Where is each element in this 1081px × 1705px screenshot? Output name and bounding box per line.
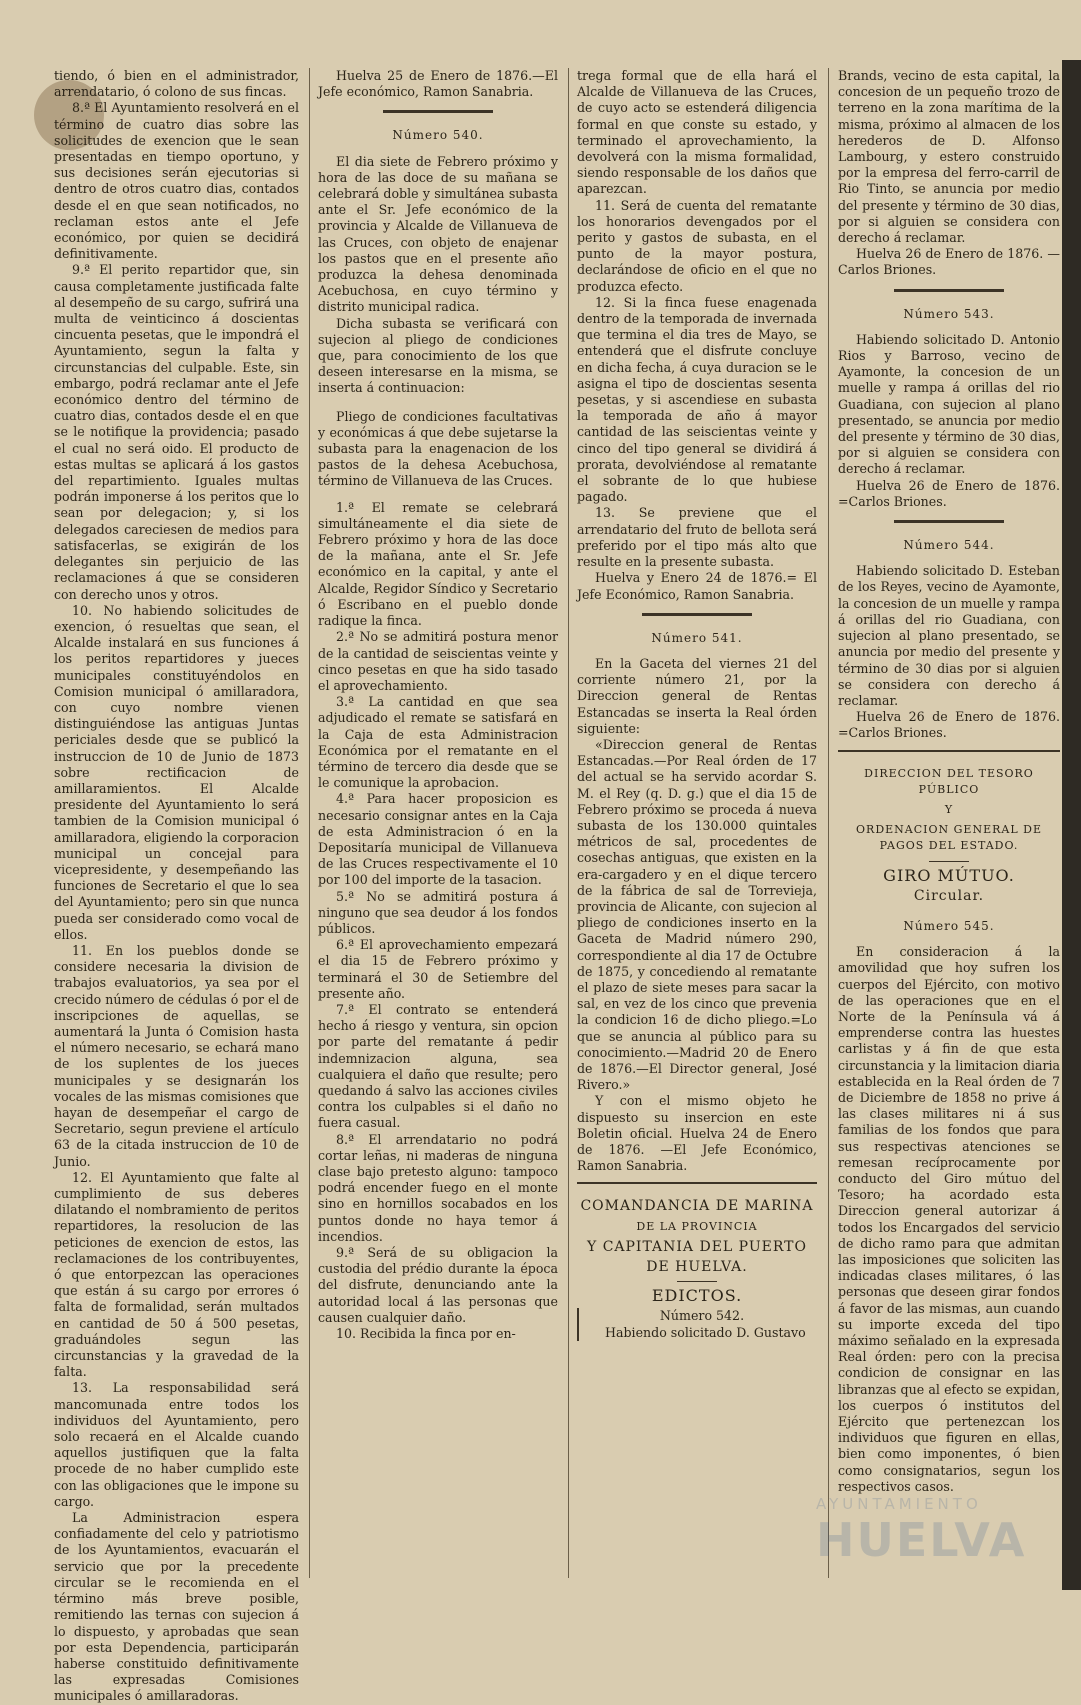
condition: 4.ª Para hacer proposicion es necesario consignar antes en la Caja de esta Administracion ó en la Depositaría municipal de Villanueva de las Cruces respectivamente el 10 por 100 del importe de la tasacion. xyxy=(318,791,558,888)
paragraph: Habiendo solicitado D. Esteban de los Reyes, vecino de Ayamonte, la concesion de un muelle y rampa á orillas del rio Guadiana, con sujecion al plano presentado, se anuncia por medio del presente y término de 30 dias por si alguien se considera con derecho á reclamar. xyxy=(838,563,1060,708)
paragraph: En la Gaceta del viernes 21 del corriente número 21, por la Direccion general de Rentas Estancadas se inserta la Real órden siguiente: xyxy=(577,655,817,736)
paragraph: Dicha subasta se verificará con sujecion al pliego de condiciones que, para conocimiento de los que deseen interesarse en la misma, se inserta á continuacion: xyxy=(318,315,558,396)
edictos-title: EDICTOS. xyxy=(651,1286,743,1306)
signature: Huelva 26 de Enero de 1876. —Carlos Briones. xyxy=(838,246,1060,278)
condition: 7.ª El contrato se entenderá hecho á riesgo y ventura, sin opcion por parte del rematante á pedir indemnizacion alguna, sea cualquiera el daño que resulte; pero quedando á salvo las acciones civiles contra los culpables si el daño no fuera casual. xyxy=(318,1001,558,1131)
paragraph: 8.ª El Ayuntamiento resolverá en el término de cuatro dias sobre las solicitudes de exencion que le sean presentadas en tiempo oportuno, y sus decisiones serán ejecutorias si dentro de otros cuatro dias, contados desde el en que sean notificados, no reclaman estos ante el Jefe económico, por quien se decidirá definitivamente. xyxy=(54,100,299,262)
section-heading: Y CAPITANIA DEL PUERTO xyxy=(587,1238,807,1255)
condition: 6.ª El aprovechamiento empezará el dia 15 de Febrero próximo y terminará el 30 de Setiembre del presente año. xyxy=(318,937,558,1001)
column-1 xyxy=(54,68,299,1704)
signature: Huelva 25 de Enero de 1876.—El Jefe económico, Ramon Sanabria. xyxy=(318,68,558,100)
paragraph: Y con el mismo objeto he dispuesto su insercion en este Boletin oficial. Huelva 24 de Enero de 1876. —El Jefe Económico, Ramon Sanabria. xyxy=(577,1093,817,1174)
separator xyxy=(894,520,1004,523)
condition: 1.ª El remate se celebrará simultáneamente el dia siete de Febrero próximo y hora de las doce de la mañana, ante el Sr. Jefe económico en la capital, y ante el Alcalde, Regidor Síndico y Secretario ó Escribano en el pueblo donde radique la finca. xyxy=(318,499,558,629)
marina-section xyxy=(577,1182,817,1340)
paragraph: 9.ª El perito repartidor que, sin causa completamente justificada falte al desempeño de su cargo, sufrirá una multa de veinticinco á doscientas cincuenta pesetas, que le impondrá el Ayuntamiento, segun la falta y circunstancias del culpable. Este, sin embargo, podrá reclamar ante el Jefe económico dentro del término de cuatro dias, contados desde el en que se le notifique la providencia; pasado el cual no será oido. El producto de estas multas se aplicará á los gastos del repartimiento. Iguales multas podrán imponerse á los peritos que lo sean por delegacion; y, si los delegados careciesen de medios para satisfacerlas, se exigirán de los delegantes sin perjuicio de las reclamaciones á que se consideren con derecho unos y otros. xyxy=(54,262,299,602)
section-heading: DE HUELVA. xyxy=(646,1259,748,1276)
notice-number: Número 542. xyxy=(659,1308,745,1324)
condition: 2.ª No se admitirá postura menor de la cantidad de seiscientas veinte y cinco pesetas en que ha sido tasado el aprovechamiento. xyxy=(318,629,558,693)
condition: 8.ª El arrendatario no podrá cortar leñas, ni maderas de ninguna clase bajo pretesto alguno: tampoco podrá encender fuego en el monte sino en hornillos socabados en los puntos donde no haya temor á incendios. xyxy=(318,1131,558,1244)
paragraph: tiendo, ó bien en el administrador, arrendatario, ó colono de sus fincas. xyxy=(54,68,299,100)
section-subheading: DE LA PROVINCIA xyxy=(636,1219,758,1233)
circular-label: Circular. xyxy=(913,887,985,904)
separator xyxy=(929,861,969,862)
column-4 xyxy=(838,68,1060,1584)
paragraph: «Direccion general de Rentas Estancadas.—Por Real órden de 17 del actual se ha servido acordar S. M. el Rey (q. D. g.) que el dia 15 de Febrero próximo se proceda á nueva subasta de los 130.000 quintales métricos de sal, procedentes de cosechas antiguas, que existen en la era-cargadero y en el dique tercero de la fábrica de sal de Torrevieja, provincia de Alicante, con sujecion al pliego de condiciones inserto en la Gaceta de Madrid número 290, correspondiente al dia 17 de Octubre de 1875, y concediendo al rematante el plazo de siete meses para sacar la sal, en vez de los cinco que prevenia la condicion 16 de dicho pliego.=Lo que se anuncia al público para su conocimiento.—Madrid 20 de Enero de 1876.—El Director general, José Rivero.» xyxy=(577,736,817,1093)
section-heading: Y xyxy=(944,802,954,816)
condition: 12. Si la finca fuese enagenada dentro de la temporada de invernada que termina el dia tres de Mayo, se entenderá que el disfrute concluye en dicha fecha, á cuya duracion se le asigna el tipo de doscientas sesenta pesetas, y si ascendiese en subasta la temporada de año á mayor cantidad de las seiscientas veinte y cinco del tipo general se dividirá á prorata, devolviéndose al rematante el sobrante de lo que hubiese pagado. xyxy=(577,294,817,505)
condition: 13. Se previene que el arrendatario del fruto de bellota será preferido por el tipo más alto que resulte en la presente subasta. xyxy=(577,505,817,570)
notice-number: Número 540. xyxy=(392,128,484,143)
column-3 xyxy=(577,68,817,1584)
condition: 10. Recibida la finca por en- xyxy=(336,1326,516,1342)
notice-number: Número 545. xyxy=(903,918,995,933)
paragraph: En consideracion á la amovilidad que hoy sufren los cuerpos del Ejército, con motivo de las operaciones que en el Norte de la Península vá á emprenderse contra las huestes carlistas y á fin de que esta circunstancia y la limitacion diaria establecida en la Real órden de 7 de Diciembre de 1858 no prive á las clases militares ni á sus familias de los fondos que para sus respectivas atenciones se remesan recíprocamente por conducto del Giro mútuo del Tesoro; ha acordado esta Direccion general autorizar á todos los Encargados del servicio de dicho ramo para que admitan las imposiciones que soliciten las indicadas clases militares, ó las personas que deseen girar fondos á favor de las mismas, aun cuando su importe exceda del tipo máximo señalado en la expresada Real órden: pero con la precisa condicion de consignar en las libranzas que al efecto se expidan, los cuerpos ó institutos del Ejército que pertenezcan los individuos que figuren en ellas, bien como imponentes, ó bien como consignatarios, segun los respectivos casos. xyxy=(838,944,1060,1494)
paragraph: Habiendo solicitado D. Antonio Rios y Barroso, vecino de Ayamonte, la concesion de un muelle y rampa á orillas del rio Guadiana, con sujecion al plano presentado, se anuncia por medio del presente y término de 30 dias, por si alguien se considera con derecho á reclamar. xyxy=(838,331,1060,477)
paragraph: Habiendo solicitado D. Gustavo xyxy=(605,1324,806,1340)
separator xyxy=(383,110,493,113)
signature: Huelva 26 de Enero de 1876. =Carlos Briones. xyxy=(838,477,1060,509)
signature: Huelva y Enero 24 de 1876.= El Jefe Económico, Ramon Sanabria. xyxy=(577,570,817,602)
column-rule xyxy=(568,68,569,1578)
separator xyxy=(677,1281,717,1282)
section-heading: COMANDANCIA DE MARINA xyxy=(580,1198,814,1215)
paragraph: 13. La responsabilidad será mancomunada entre todos los individuos del Ayuntamiento, pero solo recaerá en el Alcalde cuando aquellos justifiquen que la falta procede de no haber cumplido este con las obligaciones que le impone su cargo. xyxy=(54,1380,299,1509)
page-edge xyxy=(1062,60,1081,1590)
paragraph: 12. El Ayuntamiento que falte al cumplimiento de sus deberes dilatando el nombramiento de peritos repartidores, la resolucion de las peticiones de exencion de estos, las reclamaciones de los contribuyentes, ó que entorpezcan las operaciones que están á su cargo por errores ó falta de formalidad, serán multados en cantidad de 50 á 500 pesetas, graduándoles segun las circunstancias y la gravedad de la falta. xyxy=(54,1169,299,1380)
paragraph: Brands, vecino de esta capital, la concesion de un pequeño trozo de terreno en la zona marítima de la misma, próximo al almacen de los herederos de D. Alfonso Lambourg, y estero construido por la empresa del ferro-carril de Rio Tinto, se anuncia por medio del presente y término de 30 dias, por si alguien se considera con derecho á reclamar. xyxy=(838,68,1060,246)
column-rule xyxy=(828,68,829,1578)
tesoro-section xyxy=(838,750,1060,1496)
notice-number: Número 543. xyxy=(903,306,995,321)
paragraph: El dia siete de Febrero próximo y hora de las doce de su mañana se celebrará doble y simultánea subasta ante el Sr. Jefe económico de la provincia y Alcalde de Villanueva de las Cruces, con objeto de enajenar los pastos que en el presente año produzca la dehesa denominada Acebuchosa, en cuyo término y distrito municipal radica. xyxy=(318,153,558,315)
column-rule xyxy=(309,68,310,1578)
section-heading: DIRECCION DEL TESORO PÚBLICO xyxy=(864,766,1034,796)
paragraph: trega formal que de ella hará el Alcalde de Villanueva de las Cruces, de cuyo acto se estenderá diligencia formal en que conste su estado, y terminado el aprovechamiento, la devolverá con la misma formalidad, siendo responsable de los daños que aparezcan. xyxy=(577,68,817,197)
notice-number: Número 544. xyxy=(903,538,995,553)
separator xyxy=(642,613,752,616)
separator xyxy=(894,289,1004,292)
giro-title: GIRO MÚTUO. xyxy=(883,865,1015,885)
column-2 xyxy=(318,68,558,1584)
paragraph: La Administracion espera confiadamente del celo y patriotismo de los Ayuntamientos, evacuarán el servicio que por la precedente circular se le recomienda en el término más breve posible, remitiendo las ternas con sujecion á lo dispuesto, y aprobadas que sean por esta Dependencia, participarán haberse constituido definitivamente las expresadas Comisiones municipales ó amillaradoras. xyxy=(54,1510,299,1704)
condition: 3.ª La cantidad en que sea adjudicado el remate se satisfará en la Caja de esta Administracion Económica por el rematante en el término de tercero dia desde que se le comunique la aprobacion. xyxy=(318,694,558,791)
watermark-logo: AYUNTAMIENTO HUELVA xyxy=(816,1495,1027,1567)
edict-block xyxy=(577,1308,817,1340)
condition: 9.ª Será de su obligacion la custodia del prédio durante la época del disfrute, denunciando ante la autoridad local á las personas que causen cualquier daño. xyxy=(318,1245,558,1325)
paragraph: 10. No habiendo solicitudes de exencion, ó resueltas que sean, el Alcalde instalará en sus funciones á los peritos repartidores y jueces municipales constituyéndolos en Comision municipal ó amillaradora, con cuyo nombre vienen distinguiéndose las antiguas Juntas periciales desde que se publicó la instruccion de 10 de Junio de 1873 sobre rectificacion de amillaramientos. El Alcalde presidente del Ayuntamiento lo será tambien de la Comision municipal ó amillaradora, eligiendo la corporacion municipal un concejal para vicepresidente, y desempeñando las funciones de Secretario el que lo sea del Ayuntamiento; pero sin que nunca pueda ser considerado como vocal de ellos. xyxy=(54,602,299,942)
section-heading: ORDENACION GENERAL DE PAGOS DEL ESTADO. xyxy=(856,823,1042,853)
notice-number: Número 541. xyxy=(651,630,743,645)
signature: Huelva 26 de Enero de 1876. =Carlos Briones. xyxy=(838,709,1060,741)
condition: 5.ª No se admitirá postura á ninguno que sea deudor á los fondos públicos. xyxy=(318,888,558,936)
paragraph: 11. En los pueblos donde se considere necesaria la division de trabajos evaluatorios, ya sea por el crecido número de cédulas ó por el de inscripciones de aquellas, se aumentará la Junta ó Comision hasta el número necesario, se echará mano de los suplentes de los jueces municipales y se designarán los vocales de las mismas comisiones que hayan de desempeñar el cargo de Secretario, segun previene el artículo 63 de la citada instruccion de 10 de Junio. xyxy=(54,942,299,1169)
condition: 11. Será de cuenta del rematante los honorarios devengados por el perito y gastos de subasta, en el punto de la mayor postura, declarándose de oficio en el que no produzca efecto. xyxy=(577,197,817,294)
subheading: Pliego de condiciones facultativas y económicas á que debe sujetarse la subasta para la enagenacion de los pastos de la dehesa Acebuchosa, término de Villanueva de las Cruces. xyxy=(318,408,558,489)
